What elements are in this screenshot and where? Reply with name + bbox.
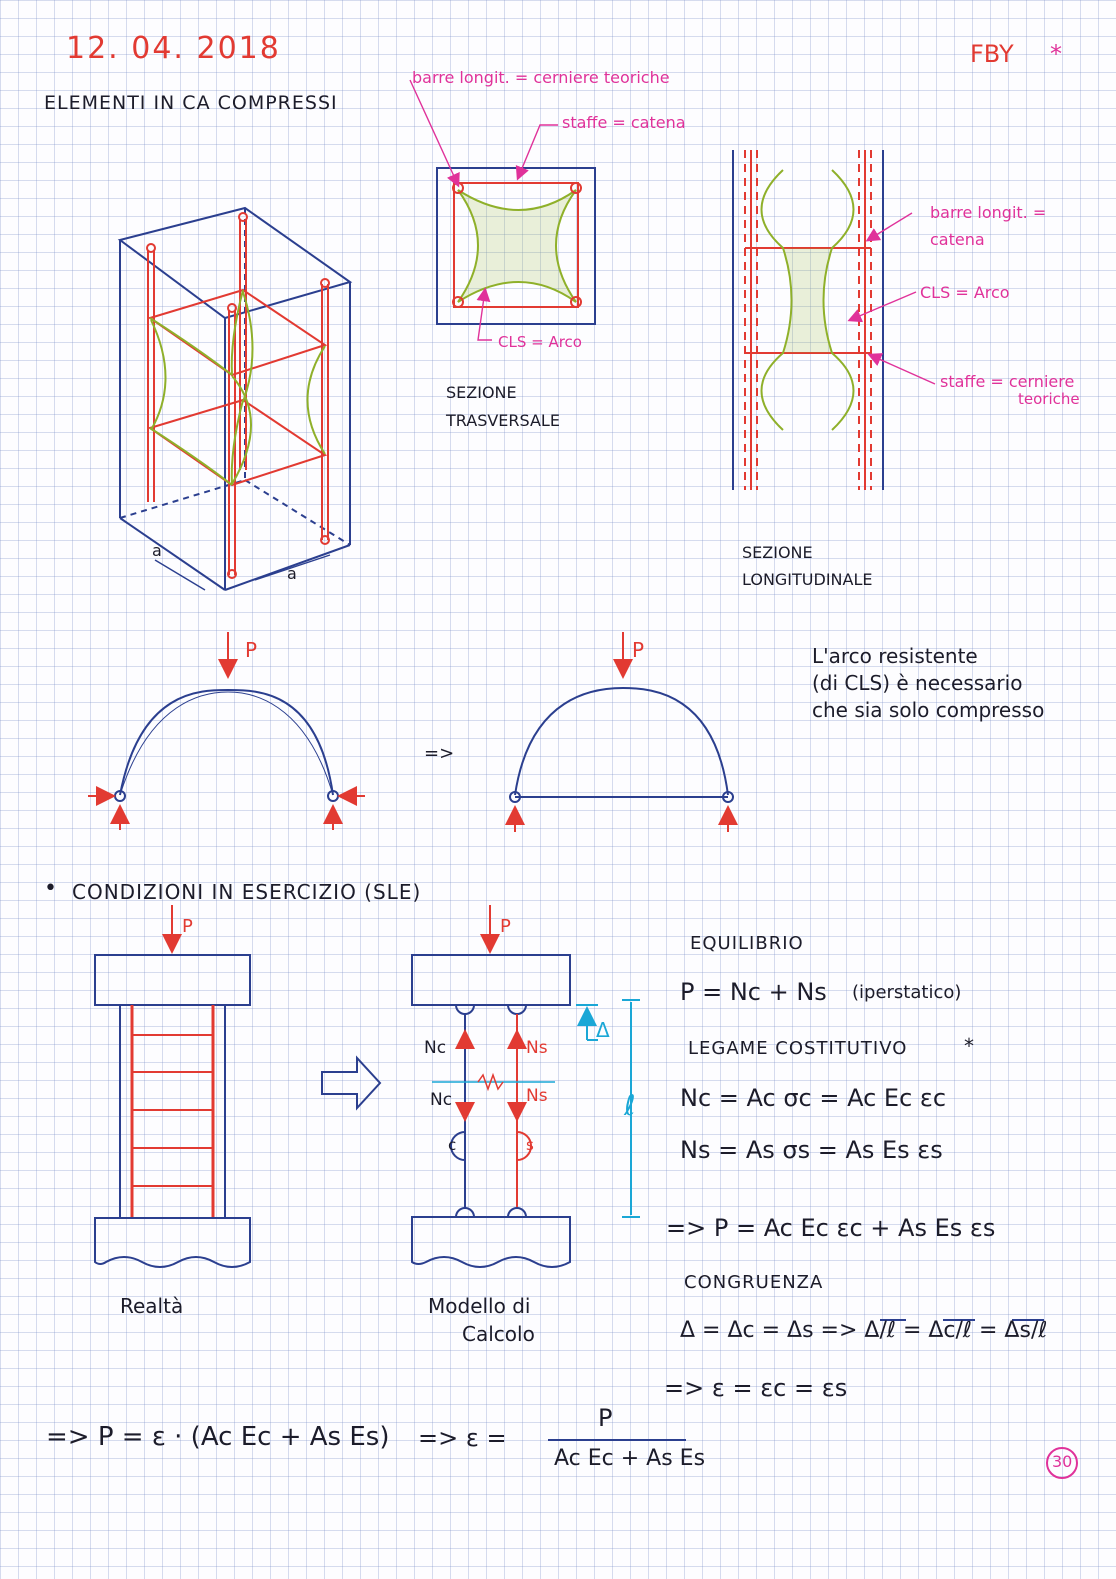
load-label-real: P [182, 916, 193, 937]
author-initials: FBY [970, 40, 1014, 68]
section-heading: CONDIZIONI IN ESERCIZIO (SLE) [72, 880, 422, 904]
caption-reality: Realtà [120, 1294, 184, 1318]
legame-result: => P = Ac Ec εc + As Es εs [666, 1214, 996, 1242]
label-ns-top: Ns [526, 1038, 548, 1058]
star-mark-icon: * [1050, 40, 1062, 68]
legame-title: LEGAME COSTITUTIVO [688, 1038, 908, 1059]
delta-label: Δ [596, 1018, 610, 1042]
dimension-a-1: a [152, 541, 162, 560]
congruenza-title: CONGRUENZA [684, 1272, 824, 1293]
equilibrio-title: EQUILIBRIO [690, 933, 804, 954]
legame-eq-nc: Nc = Ac σc = Ac Ec εc [680, 1084, 947, 1112]
long-bars-label-2: catena [930, 230, 985, 249]
reality-column-diagram [95, 905, 250, 1267]
load-label-p-1: P [245, 638, 258, 662]
final-equation-numerator: P [598, 1404, 613, 1432]
longitudinal-section-diagram [733, 150, 935, 490]
long-bars-label: barre longit. = [930, 203, 1047, 222]
column-3d-diagram [120, 208, 350, 590]
page-number: 30 [1052, 1452, 1073, 1471]
congruenza-result: => ε = εc = εs [664, 1374, 848, 1402]
section-bullet: • [44, 876, 57, 901]
final-equation-denominator: Ac Ec + As Es [554, 1446, 706, 1471]
long-caption-1: SEZIONE [742, 543, 813, 562]
label-ns-bottom: Ns [526, 1086, 548, 1106]
long-caption-2: LONGITUDINALE [742, 570, 873, 589]
load-label-model: P [500, 916, 511, 937]
arch-note-line-2: (di CLS) è necessario [812, 671, 1023, 695]
cross-bars-label: barre longit. = cerniere teoriche [412, 68, 670, 87]
label-nc-top: Nc [424, 1038, 447, 1058]
arch-note-line-3: che sia solo compresso [812, 698, 1045, 722]
cross-stirrups-label: staffe = catena [562, 113, 686, 132]
page-title: ELEMENTI IN CA COMPRESSI [44, 92, 338, 114]
length-label: ℓ [624, 1089, 636, 1122]
spring-c-label: c [448, 1136, 457, 1154]
implies-symbol: => [424, 743, 455, 764]
caption-model-2: Calcolo [462, 1322, 535, 1346]
label-nc-bottom: Nc [430, 1090, 453, 1110]
legame-star-icon: * [964, 1034, 974, 1058]
cross-caption-2: TRASVERSALE [446, 411, 560, 430]
caption-model-1: Modello di [428, 1294, 531, 1318]
arch-note-line-1: L'arco resistente [812, 644, 978, 668]
load-label-p-2: P [632, 638, 645, 662]
final-equation-left: => P = ε · (Ac Ec + As Es) [46, 1422, 390, 1452]
arch-diagram-right [510, 632, 733, 832]
spring-s-label: s [526, 1136, 534, 1154]
long-stirrups-label-2: teoriche [1018, 390, 1080, 408]
dimension-a-2: a [287, 564, 297, 583]
equilibrio-note: (iperstatico) [852, 982, 962, 1003]
implies-arrow-icon [322, 1058, 380, 1108]
long-concrete-label: CLS = Arco [920, 283, 1010, 302]
legame-eq-ns: Ns = As σs = As Es εs [680, 1136, 943, 1164]
long-stirrups-label: staffe = cerniere [940, 372, 1075, 391]
congruenza-equation: Δ = Δc = Δs => Δ/ℓ = Δc/ℓ = Δs/ℓ [680, 1318, 1048, 1343]
cross-caption-1: SEZIONE [446, 383, 517, 402]
final-equation-lhs: => ε = [418, 1424, 507, 1452]
cross-concrete-label: CLS = Arco [498, 333, 582, 351]
date-label: 12. 04. 2018 [66, 31, 281, 66]
arch-diagram-left [88, 632, 365, 830]
equilibrio-equation: P = Nc + Ns [680, 978, 827, 1006]
